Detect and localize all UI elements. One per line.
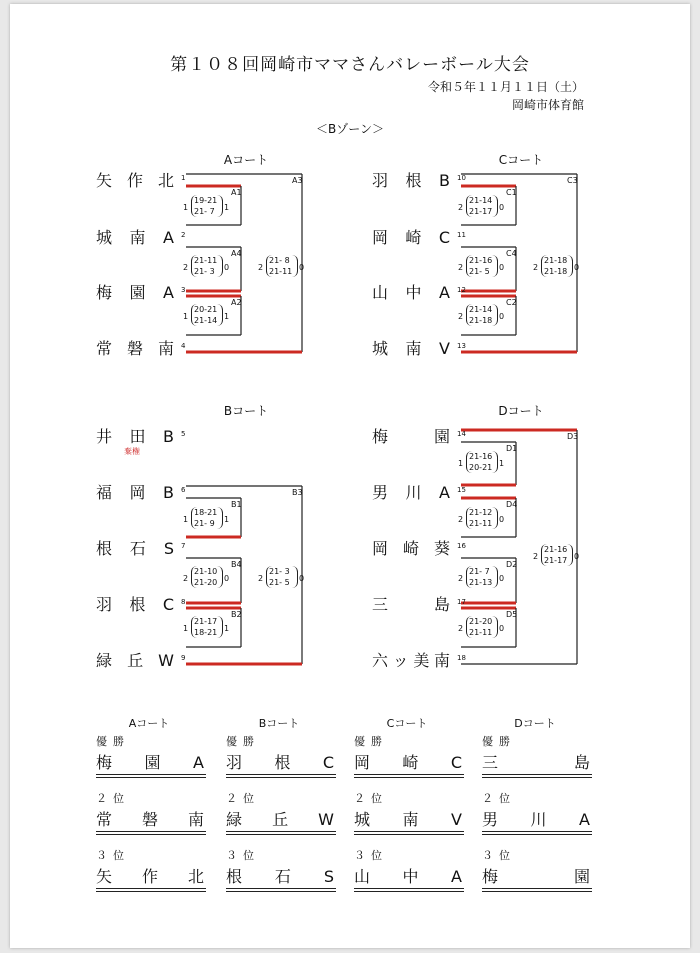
team-name: 山中A [372, 283, 450, 302]
summary-team-name: 梅園A [96, 753, 204, 772]
zone-label: ＜Bゾーン＞ [316, 122, 384, 136]
set1-score: 18-21 [194, 508, 218, 517]
set2-score: 21-13 [469, 578, 493, 587]
sets-won-left: 1 [183, 624, 189, 633]
match-label: A2 [231, 298, 242, 307]
sets-won-right: 0 [499, 312, 505, 321]
sets-won-left: 2 [183, 263, 189, 272]
match-label: C1 [506, 188, 517, 197]
set1-score: 21- 7 [469, 567, 490, 576]
team-seed: 16 [457, 542, 466, 550]
sets-won-right: 1 [224, 312, 230, 321]
team-name: 岡崎葵 [372, 539, 450, 558]
set2-score: 20-21 [469, 463, 493, 472]
set1-score: 21-14 [469, 196, 493, 205]
sets-won-left: 2 [458, 515, 464, 524]
sets-won-left: 2 [458, 263, 464, 272]
match-label: D2 [506, 560, 518, 569]
sets-won-right: 0 [574, 552, 580, 561]
sets-won-right: 1 [499, 459, 505, 468]
sets-won-right: 0 [499, 574, 505, 583]
summary-rank-label: 優勝 [96, 735, 130, 748]
summary-double-underline [354, 831, 464, 835]
sets-won-left: 2 [258, 263, 264, 272]
summary-team-name: 常磐南 [96, 810, 204, 829]
summary-rank-label: ２位 [354, 792, 388, 805]
sets-won-right: 1 [224, 515, 230, 524]
sets-won-right: 0 [224, 263, 230, 272]
set2-score: 21- 5 [269, 578, 290, 587]
sets-won-right: 1 [224, 203, 230, 212]
match-label: C2 [506, 298, 517, 307]
set1-score: 21-10 [194, 567, 218, 576]
summary-rank-label: 優勝 [482, 735, 516, 748]
team-seed: 11 [457, 231, 466, 239]
summary-court-label: Bコート [258, 717, 300, 730]
set2-score: 21-11 [269, 267, 293, 276]
set1-score: 21- 8 [269, 256, 290, 265]
team-seed: 13 [457, 342, 466, 350]
sets-won-left: 2 [533, 263, 539, 272]
team-seed: 12 [457, 286, 466, 294]
set1-score: 21-18 [544, 256, 568, 265]
match-label: D5 [506, 610, 518, 619]
team-name: 常磐南 [96, 339, 174, 358]
team-seed: 15 [457, 486, 466, 494]
set2-score: 18-21 [194, 628, 218, 637]
set1-score: 21-16 [469, 256, 493, 265]
team-name: 六ッ美南 [372, 651, 450, 670]
match-label: A4 [231, 249, 242, 258]
set2-score: 21- 9 [194, 519, 215, 528]
sets-won-left: 2 [458, 574, 464, 583]
set2-score: 21-17 [469, 207, 493, 216]
summary-team-name: 城南V [354, 810, 462, 829]
sets-won-right: 0 [299, 263, 305, 272]
team-name: 羽根B [372, 171, 450, 190]
summary-double-underline [482, 774, 592, 778]
set2-score: 21- 7 [194, 207, 215, 216]
team-seed: 2 [181, 231, 186, 239]
team-name: 男川A [372, 483, 450, 502]
summary-court-label: Cコート [386, 717, 428, 730]
team-name: 三島 [372, 595, 450, 614]
summary-team-name: 山中A [354, 867, 462, 886]
sets-won-left: 2 [458, 624, 464, 633]
match-label: B3 [292, 488, 303, 497]
sets-won-right: 1 [224, 624, 230, 633]
match-label: A1 [231, 188, 242, 197]
set2-score: 21-11 [469, 519, 493, 528]
court-label: Dコート [498, 404, 544, 418]
match-label: B4 [231, 560, 242, 569]
team-seed: 7 [181, 542, 186, 550]
set2-score: 21- 3 [194, 267, 215, 276]
court-label: Cコート [498, 153, 544, 167]
summary-team-name: 緑丘W [226, 810, 334, 829]
sets-won-left: 1 [183, 312, 189, 321]
summary-team-name: 三島 [482, 753, 590, 772]
sets-won-left: 2 [258, 574, 264, 583]
document-title: 第１０８回岡崎市ママさんバレーボール大会 [170, 55, 530, 75]
team-seed: 4 [181, 342, 186, 350]
summary-team-name: 岡崎C [354, 753, 462, 772]
sets-won-left: 2 [533, 552, 539, 561]
summary-rank-label: ３位 [482, 849, 516, 862]
team-name: 城南A [96, 228, 174, 247]
sets-won-left: 1 [183, 203, 189, 212]
summary-court-label: Dコート [514, 717, 556, 730]
summary-rank-label: ２位 [482, 792, 516, 805]
set1-score: 21-20 [469, 617, 493, 626]
summary-double-underline [226, 831, 336, 835]
sets-won-left: 1 [183, 515, 189, 524]
set1-score: 21-12 [469, 508, 493, 517]
set1-score: 21-11 [194, 256, 218, 265]
sets-won-left: 2 [458, 203, 464, 212]
match-label: D3 [567, 432, 579, 441]
summary-double-underline [96, 774, 206, 778]
summary-team-name: 根石S [226, 867, 334, 886]
summary-rank-label: ３位 [226, 849, 260, 862]
team-seed: 8 [181, 598, 186, 606]
set2-score: 21-14 [194, 316, 218, 325]
team-seed: 9 [181, 654, 186, 662]
match-label: D4 [506, 500, 518, 509]
sets-won-right: 0 [499, 203, 505, 212]
sets-won-right: 0 [299, 574, 305, 583]
summary-rank-label: ３位 [354, 849, 388, 862]
sets-won-left: 2 [183, 574, 189, 583]
team-name: 福岡B [96, 483, 174, 502]
summary-rank-label: ２位 [96, 792, 130, 805]
summary-double-underline [482, 888, 592, 892]
event-venue: 岡崎市体育館 [511, 98, 584, 112]
team-name: 羽根C [96, 595, 174, 614]
team-name: 根石S [96, 539, 174, 558]
team-seed: 10 [457, 174, 466, 182]
summary-rank-label: ３位 [96, 849, 130, 862]
summary-double-underline [354, 774, 464, 778]
summary-team-name: 矢作北 [96, 867, 204, 886]
match-label: D1 [506, 444, 518, 453]
team-name: 梅園A [96, 283, 174, 302]
set1-score: 20-21 [194, 305, 218, 314]
summary-team-name: 羽根C [226, 753, 334, 772]
team-seed: 17 [457, 598, 466, 606]
summary-double-underline [482, 831, 592, 835]
sets-won-right: 0 [499, 263, 505, 272]
team-name: 井田B [96, 427, 174, 446]
summary-rank-label: 優勝 [226, 735, 260, 748]
team-seed: 3 [181, 286, 186, 294]
set1-score: 21-16 [469, 452, 493, 461]
summary-court-label: Aコート [128, 717, 170, 730]
summary-double-underline [354, 888, 464, 892]
match-label: C3 [567, 176, 578, 185]
set2-score: 21-11 [469, 628, 493, 637]
team-name: 矢作北 [96, 171, 174, 190]
set2-score: 21-20 [194, 578, 218, 587]
summary-double-underline [226, 888, 336, 892]
summary-double-underline [226, 774, 336, 778]
team-name: 緑丘W [96, 651, 174, 670]
sets-won-left: 1 [458, 459, 464, 468]
set2-score: 21-17 [544, 556, 568, 565]
summary-team-name: 男川A [482, 810, 590, 829]
sets-won-right: 0 [224, 574, 230, 583]
summary-team-name: 梅園 [482, 867, 590, 886]
court-label: Aコート [223, 153, 269, 167]
match-label: B1 [231, 500, 242, 509]
summary-double-underline [96, 888, 206, 892]
event-date: 令和５年１１月１１日（土） [427, 80, 584, 94]
set1-score: 21-17 [194, 617, 218, 626]
match-label: A3 [292, 176, 303, 185]
team-seed: 14 [457, 430, 466, 438]
set2-score: 21- 5 [469, 267, 490, 276]
set1-score: 21-16 [544, 545, 568, 554]
set2-score: 21-18 [544, 267, 568, 276]
set1-score: 21-14 [469, 305, 493, 314]
team-seed: 5 [181, 430, 186, 438]
team-seed: 18 [457, 654, 466, 662]
summary-double-underline [96, 831, 206, 835]
court-label: Bコート [223, 404, 269, 418]
set2-score: 21-18 [469, 316, 493, 325]
sets-won-left: 2 [458, 312, 464, 321]
summary-rank-label: ２位 [226, 792, 260, 805]
match-label: B2 [231, 610, 242, 619]
team-seed: 1 [181, 174, 186, 182]
set1-score: 19-21 [194, 196, 218, 205]
set1-score: 21- 3 [269, 567, 290, 576]
team-name: 岡崎C [372, 228, 450, 247]
withdrawal-note: 棄権 [124, 447, 140, 456]
team-name: 梅園 [372, 427, 450, 446]
team-seed: 6 [181, 486, 186, 494]
summary-rank-label: 優勝 [354, 735, 388, 748]
sets-won-right: 0 [499, 624, 505, 633]
sets-won-right: 0 [499, 515, 505, 524]
match-label: C4 [506, 249, 517, 258]
team-name: 城南V [372, 339, 450, 358]
sets-won-right: 0 [574, 263, 580, 272]
